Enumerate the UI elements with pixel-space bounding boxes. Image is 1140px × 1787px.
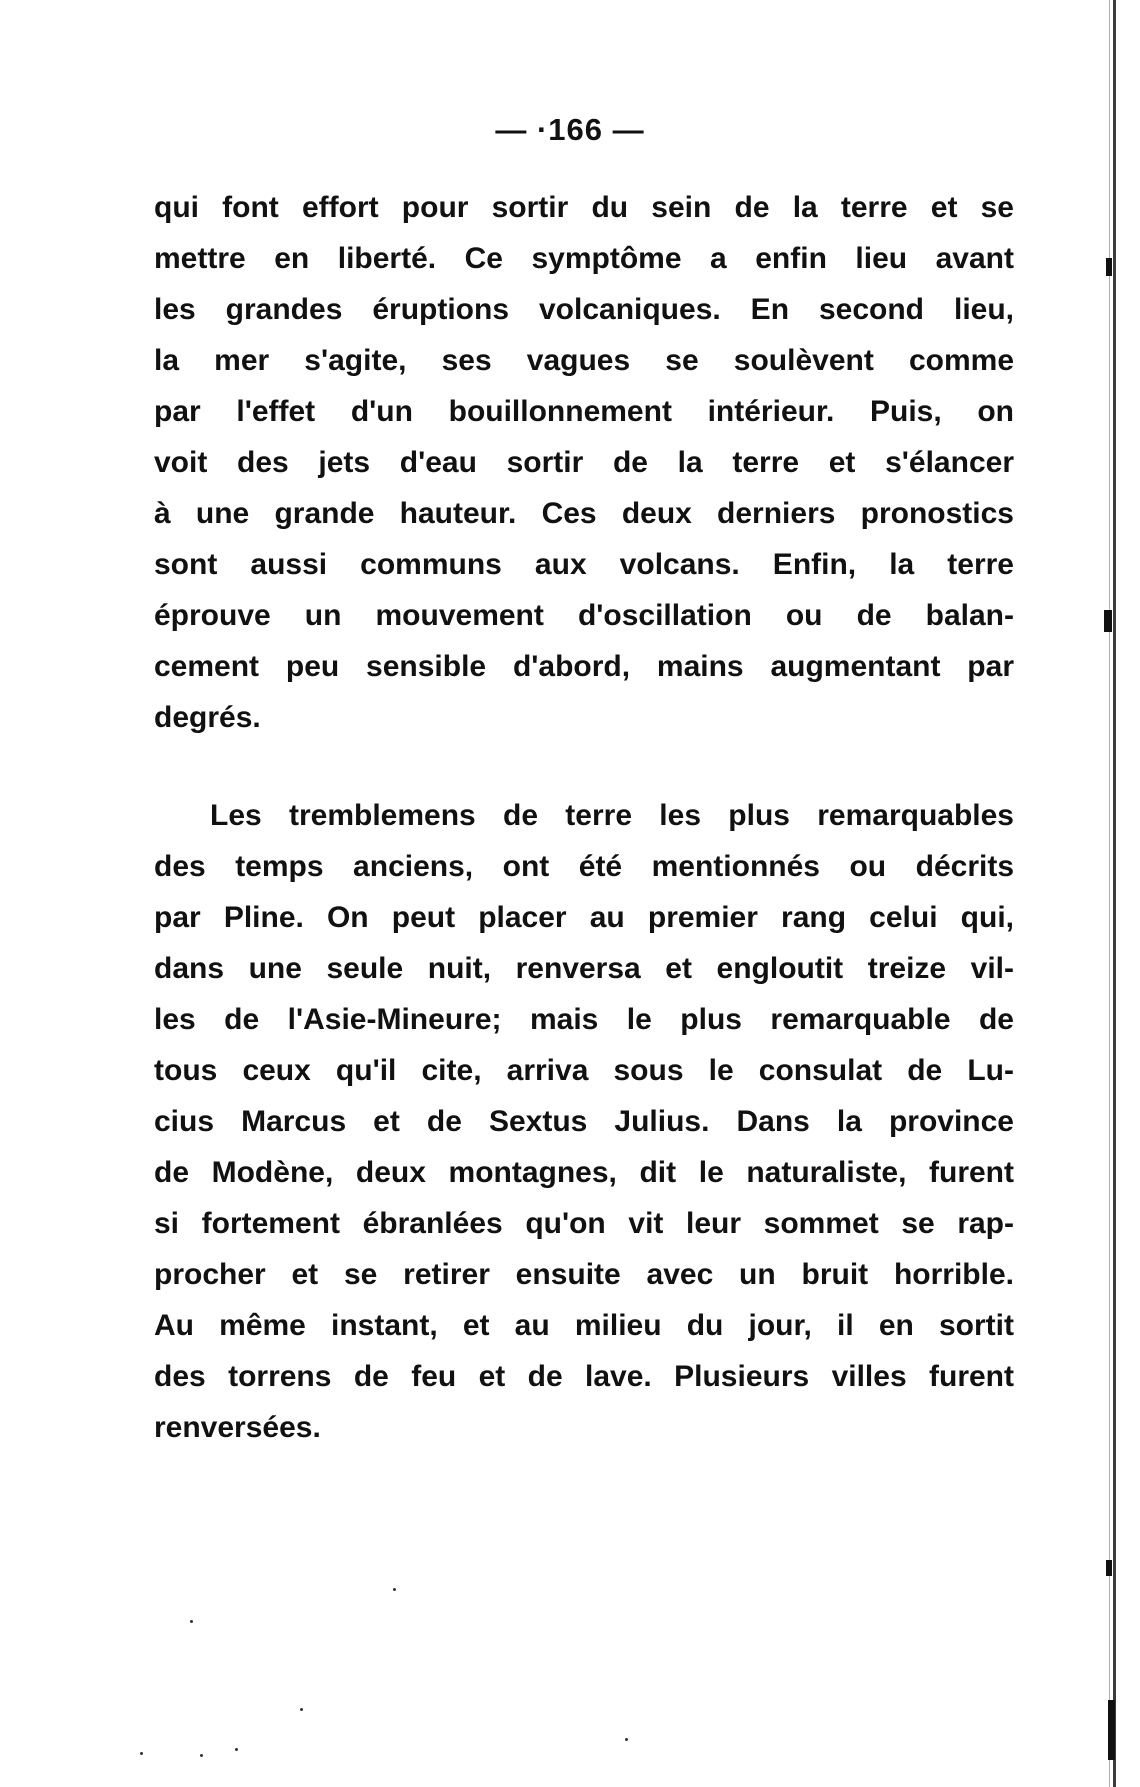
text-line: de Modène, deux montagnes, dit le naturaliste, furent — [154, 1156, 1014, 1189]
paragraph-2 — [154, 790, 1014, 1453]
text-line: cement peu sensible d'abord, mains augmentant par — [154, 650, 1014, 683]
scan-speck — [140, 1752, 143, 1755]
text-line: renversées. — [154, 1411, 321, 1444]
scan-speck — [235, 1748, 238, 1751]
scan-speck — [393, 1588, 396, 1591]
text-line: si fortement ébranlées qu'on vit leur sommet se rap- — [154, 1207, 1014, 1240]
text-line: Au même instant, et au milieu du jour, il en sortit — [154, 1309, 1014, 1342]
text-line: procher et se retirer ensuite avec un bruit horrible. — [154, 1258, 1014, 1291]
paragraph-1 — [154, 182, 1014, 743]
text-line: tous ceux qu'il cite, arriva sous le consulat de Lu- — [154, 1054, 1014, 1087]
scan-edge-mark — [1104, 610, 1112, 632]
text-line: cius Marcus et de Sextus Julius. Dans la province — [154, 1105, 1014, 1138]
text-line: voit des jets d'eau sortir de la terre et s'élancer — [154, 446, 1014, 479]
scan-edge-mark — [1106, 258, 1112, 276]
text-line: Les tremblemens de terre les plus remarquables — [210, 799, 1014, 832]
scan-speck — [300, 1708, 303, 1711]
text-line: à une grande hauteur. Ces deux derniers pronostics — [154, 497, 1014, 530]
scan-speck — [200, 1754, 203, 1757]
text-line: degrés. — [154, 701, 261, 734]
text-line: des torrens de feu et de lave. Plusieurs villes furent — [154, 1360, 1014, 1393]
scan-edge-mark — [1108, 1700, 1115, 1760]
text-line: des temps anciens, ont été mentionnés ou décrits — [154, 850, 1014, 883]
page-number: — ·166 — — [495, 112, 645, 147]
text-line: par l'effet d'un bouillonnement intérieur. Puis, on — [154, 395, 1014, 428]
text-line: qui font effort pour sortir du sein de la terre et se — [154, 191, 1014, 224]
scan-speck — [190, 1620, 193, 1623]
text-line: les de l'Asie-Mineure; mais le plus remarquable de — [154, 1003, 1014, 1036]
text-line: la mer s'agite, ses vagues se soulèvent comme — [154, 344, 1014, 377]
text-line: par Pline. On peut placer au premier rang celui qui, — [154, 901, 1014, 934]
scan-edge-line — [1113, 0, 1116, 1787]
text-line: éprouve un mouvement d'oscillation ou de balan- — [154, 599, 1014, 632]
scan-speck — [625, 1738, 628, 1741]
text-line: sont aussi communs aux volcans. Enfin, la terre — [154, 548, 1014, 581]
text-line: les grandes éruptions volcaniques. En second lieu, — [154, 293, 1014, 326]
scan-edge-mark — [1106, 1560, 1112, 1576]
text-line: dans une seule nuit, renversa et engloutit treize vil- — [154, 952, 1014, 985]
text-line: mettre en liberté. Ce symptôme a enfin lieu avant — [154, 242, 1014, 275]
